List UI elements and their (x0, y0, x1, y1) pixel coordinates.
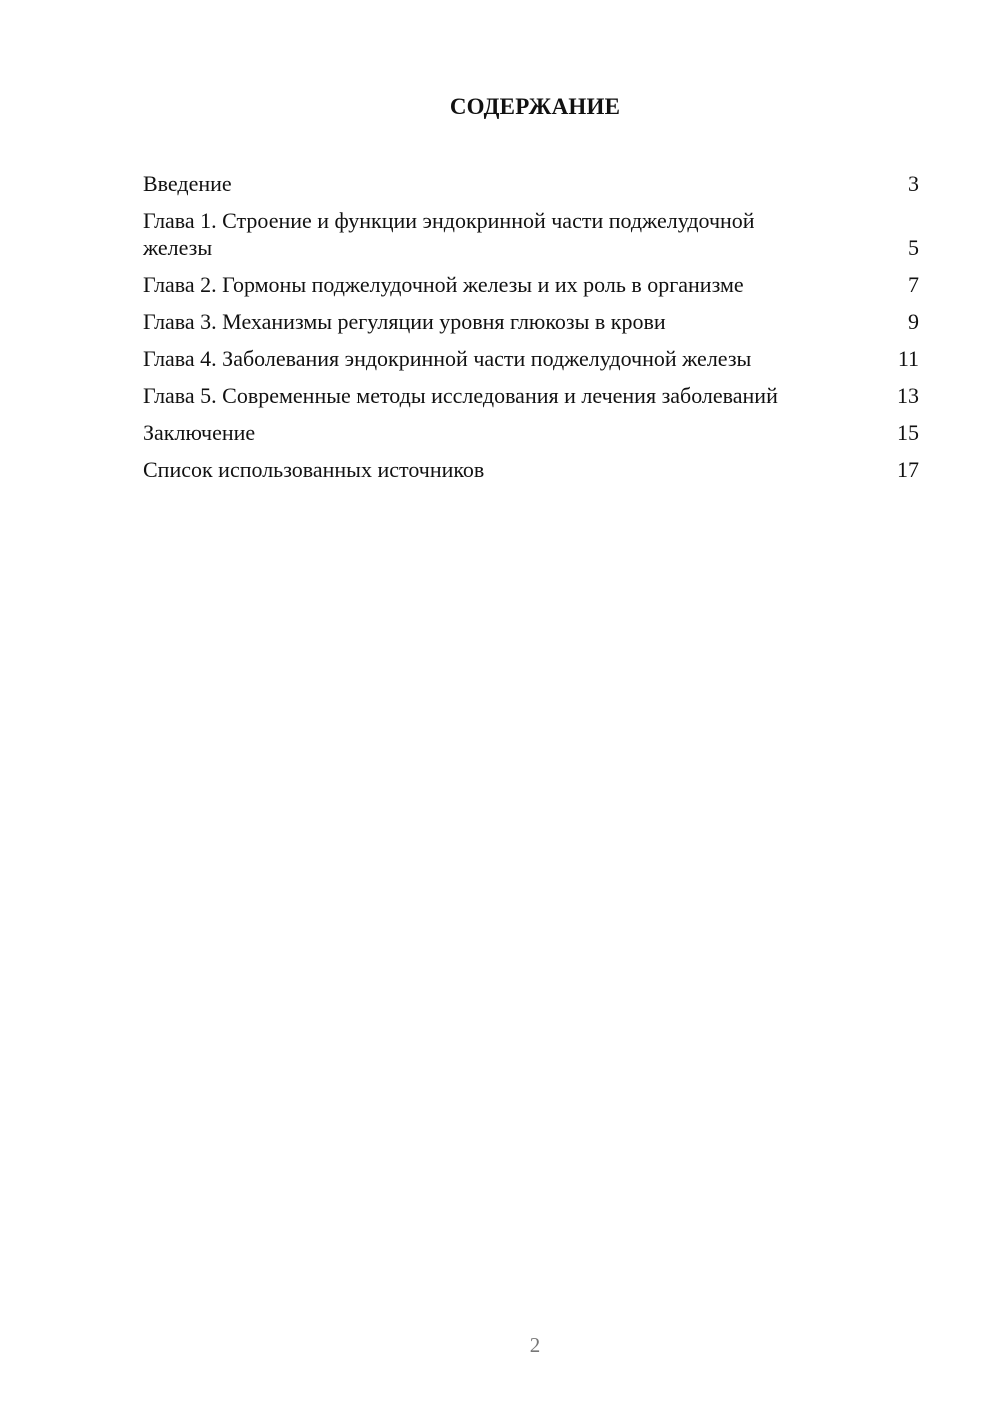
toc-entry[interactable] (143, 456, 919, 483)
toc-entry-page: 11 (897, 346, 919, 371)
toc-entry-page: 3 (908, 171, 919, 196)
toc-entry-text: Введение (143, 171, 232, 196)
toc-entry-page: 13 (897, 383, 919, 408)
toc-entry-text: Глава 1. Строение и функции эндокринной части поджелудочной железы (143, 208, 755, 260)
toc-entry-text: Глава 2. Гормоны поджелудочной железы и их роль в организме (143, 272, 744, 297)
toc-entry[interactable] (143, 308, 919, 335)
toc-entry[interactable] (143, 345, 919, 372)
toc-entry-text: Глава 3. Механизмы регуляции уровня глюкозы в крови (143, 309, 666, 334)
toc-entry-text: Заключение (143, 420, 256, 445)
toc-entry-page: 5 (908, 235, 919, 260)
toc-entry[interactable] (143, 382, 919, 409)
page-number: 2 (529, 1333, 541, 1357)
toc-entry-text: Глава 5. Современные методы исследования и лечения заболеваний (143, 383, 778, 408)
toc-title: СОДЕРЖАНИЕ (449, 94, 621, 119)
toc-entry-text: Список использованных источников (143, 457, 485, 482)
toc-entry-page: 17 (897, 457, 919, 482)
toc-entry[interactable] (143, 419, 919, 446)
toc-entry-page: 15 (897, 420, 919, 445)
toc-entry-page: 9 (908, 309, 919, 334)
table-of-contents (143, 170, 919, 493)
toc-entry-text: Глава 4. Заболевания эндокринной части поджелудочной железы (143, 346, 752, 371)
toc-entry-page: 7 (908, 272, 919, 297)
toc-entry[interactable] (143, 271, 919, 298)
toc-entry[interactable] (143, 207, 919, 261)
toc-entry[interactable] (143, 170, 919, 197)
